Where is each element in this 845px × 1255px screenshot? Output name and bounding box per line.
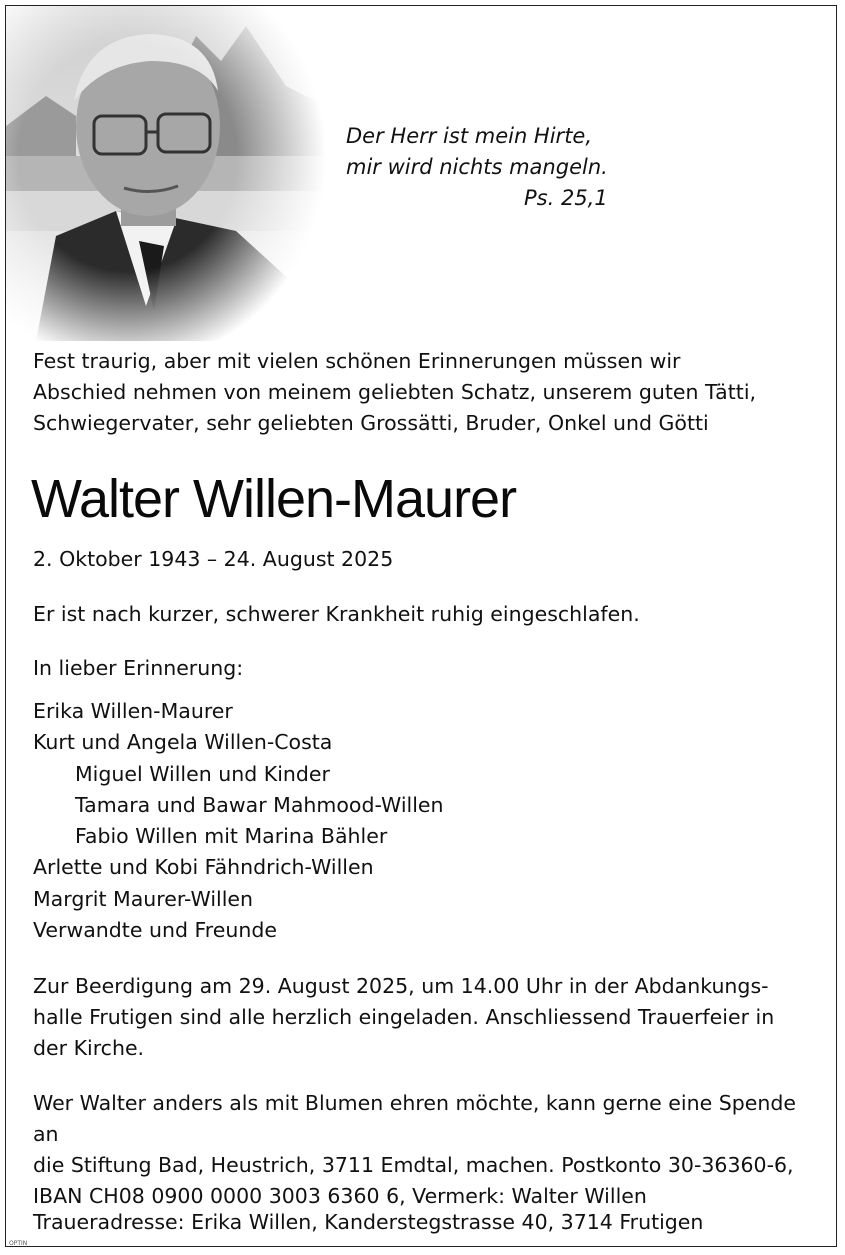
- donation-line-3: IBAN CH08 0900 0000 3003 6360 6, Vermerk: Walter Willen: [33, 1184, 647, 1208]
- mourner: Verwandte und Freunde: [33, 918, 277, 943]
- bible-verse: [346, 121, 608, 214]
- intro-text: [33, 346, 823, 439]
- mourner: Margrit Maurer-Willen: [33, 886, 254, 911]
- funeral-line-2: halle Frutigen sind alle herzlich eingeladen. Anschliessend Trauerfeier in: [33, 1005, 775, 1029]
- obituary-frame: [5, 5, 837, 1247]
- funeral-line-1: Zur Beerdigung am 29. August 2025, um 14.00 Uhr in der Abdankungs-: [33, 974, 769, 998]
- mourner: Arlette und Kobi Fähndrich-Willen: [33, 855, 374, 880]
- verse-reference: Ps. 25,1: [524, 186, 608, 210]
- life-dates: 2. Oktober 1943 – 24. August 2025: [33, 547, 394, 571]
- mourner: Erika Willen-Maurer: [33, 699, 233, 723]
- mourner: Miguel Willen und Kinder: [75, 761, 330, 786]
- mourner: Fabio Willen mit Marina Bähler: [75, 824, 388, 849]
- intro-line-2: Abschied nehmen von meinem geliebten Schatz, unserem guten Tätti,: [33, 380, 757, 404]
- mourner: Tamara und Bawar Mahmood-Willen: [75, 792, 444, 817]
- death-statement: Er ist nach kurzer, schwerer Krankheit ruhig eingeschlafen.: [33, 602, 640, 626]
- mourning-address: Traueradresse: Erika Willen, Kanderstegstrasse 40, 3714 Frutigen: [33, 1210, 704, 1234]
- verse-line-2: mir wird nichts mangeln.: [346, 155, 608, 179]
- intro-line-1: Fest traurig, aber mit vielen schönen Erinnerungen müssen wir: [33, 349, 681, 373]
- donation-line-2: die Stiftung Bad, Heustrich, 3711 Emdtal, machen. Postkonto 30-36360-6,: [33, 1153, 794, 1177]
- mourners-list: [33, 696, 444, 946]
- portrait-photo: [6, 6, 326, 341]
- funeral-info: [33, 971, 823, 1064]
- intro-line-3: Schwiegervater, sehr geliebten Grossätti, Bruder, Onkel und Götti: [33, 411, 709, 435]
- verse-line-1: Der Herr ist mein Hirte,: [346, 124, 593, 148]
- donation-line-1: Wer Walter anders als mit Blumen ehren möchte, kann gerne eine Spende an: [33, 1091, 796, 1146]
- memory-heading: In lieber Erinnerung:: [33, 656, 244, 680]
- imprint-mark: OPTIN: [9, 1240, 28, 1247]
- donation-info: [33, 1088, 823, 1212]
- mourner: Kurt und Angela Willen-Costa: [33, 730, 333, 755]
- deceased-name: Walter Willen-Maurer: [31, 469, 517, 529]
- funeral-line-3: der Kirche.: [33, 1036, 145, 1060]
